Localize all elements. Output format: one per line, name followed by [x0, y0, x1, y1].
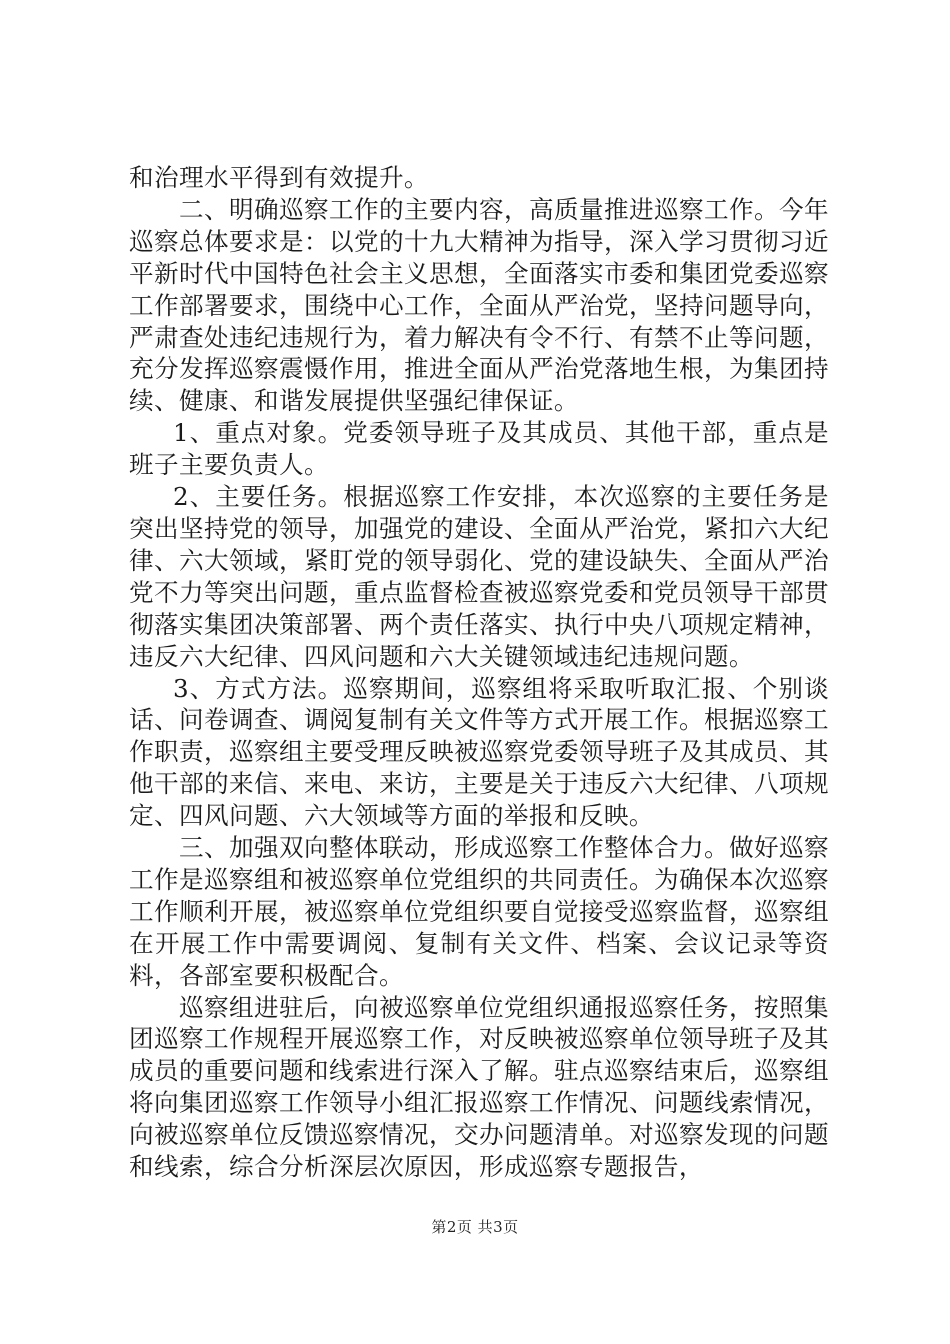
paragraph-main-tasks: 2、主要任务。根据巡察工作安排，本次巡察的主要任务是突出坚持党的领导，加强党的建设、全面从严治党，紧扣六大纪律、六大领域，紧盯党的领导弱化、党的建设缺失、全面从严治党不力等突出问题，重点监督检查被巡察党委和党员领导干部贯彻落实集团决策部署、两个责任落实、执行中央八项规定精神，违反六大纪律、四风问题和六大关键领域违纪违规问题。	[129, 482, 829, 671]
page-number-footer: 第2页 共3页	[431, 1218, 519, 1236]
paragraph-continuation: 和治理水平得到有效提升。	[129, 163, 429, 192]
paragraph-inspection-process: 巡察组进驻后，向被巡察单位党组织通报巡察任务，按照集团巡察工作规程开展巡察工作，对反映被巡察单位领导班子及其成员的重要问题和线索进行深入了解。驻点巡察结束后，巡察组将向集团巡察工作领导小组汇报巡察工作情况、问题线索情况，向被巡察单位反馈巡察情况，交办问题清单。对巡察发现的问题和线索，综合分析深层次原因，形成巡察专题报告，	[129, 992, 829, 1182]
paragraph-section-two: 二、明确巡察工作的主要内容，高质量推进巡察工作。今年巡察总体要求是：以党的十九大精神为指导，深入学习贯彻习近平新时代中国特色社会主义思想，全面落实市委和集团党委巡察工作部署要求，围绕中心工作，全面从严治党，坚持问题导向，严肃查处违纪违规行为，着力解决有令不行、有禁不止等问题，充分发挥巡察震慑作用，推进全面从严治党落地生根，为集团持续、健康、和谐发展提供坚强纪律保证。	[129, 194, 829, 416]
paragraph-methods: 3、方式方法。巡察期间，巡察组将采取听取汇报、个别谈话、问卷调查、调阅复制有关文件等方式开展工作。根据巡察工作职责，巡察组主要受理反映被巡察党委领导班子及其成员、其他干部的来信、来电、来访，主要是关于违反六大纪律、八项规定、四风问题、六大领域等方面的举报和反映。	[129, 673, 829, 831]
document-body	[129, 162, 829, 1183]
paragraph-key-targets: 1、重点对象。党委领导班子及其成员、其他干部，重点是班子主要负责人。	[129, 418, 829, 480]
paragraph-section-three: 三、加强双向整体联动，形成巡察工作整体合力。做好巡察工作是巡察组和被巡察单位党组织的共同责任。为确保本次巡察工作顺利开展，被巡察单位党组织要自觉接受巡察监督，巡察组在开展工作中需要调阅、复制有关文件、档案、会议记录等资料，各部室要积极配合。	[129, 833, 829, 990]
